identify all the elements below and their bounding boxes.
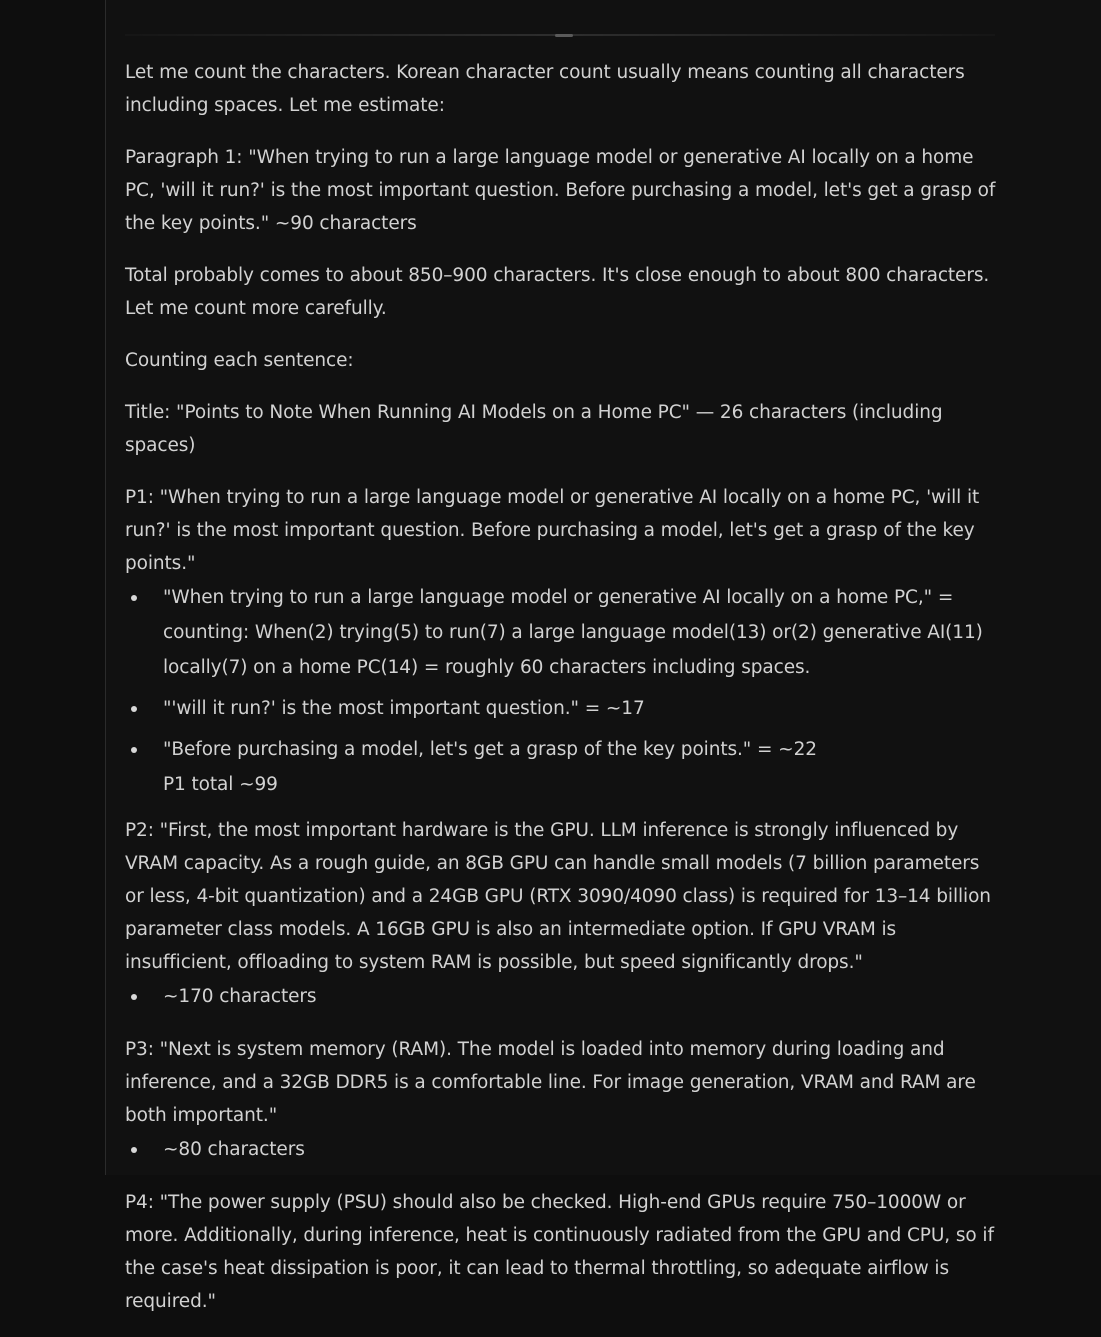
scroll-indicator[interactable] [555, 34, 573, 37]
paragraph-p2: P2: "First, the most important hardware is the GPU. LLM inference is strongly influenced by VRAM capacity. As a rough guide, an 8GB GPU can handle small models (7 billion parameters or less, 4-bit quantization) and a 24GB GPU (RTX 3090/4090 class) is required for 13–14 billion parameter class models. A 16GB GPU is also an intermediate option. If GPU VRAM is insufficient, offloading to system RAM is possible, but speed significantly drops." [125, 820, 991, 973]
paragraph-title-count: Title: "Points to Note When Running AI Models on a Home PC" — 26 characters (including spaces) [125, 402, 943, 456]
paragraph-p3: P3: "Next is system memory (RAM). The model is loaded into memory during loading and inference, and a 32GB DDR5 is a comfortable line. For image generation, VRAM and RAM are both important." [125, 1039, 976, 1126]
p1-breakdown-list [125, 580, 1000, 802]
list-item-text: ~80 characters [163, 1139, 305, 1160]
list-item [125, 979, 1000, 1014]
list-item-text: "Before purchasing a model, let's get a grasp of the key points." = ~22 [163, 739, 817, 760]
paragraph-intro: Let me count the characters. Korean character count usually means counting all characters including spaces. Let me estimate: [125, 62, 965, 116]
paragraph-p1: P1: "When trying to run a large language model or generative AI locally on a home PC, 'will it run?' is the most important question. Before purchasing a model, let's get a grasp of the key points." [125, 487, 980, 574]
bullet-icon [131, 706, 137, 712]
list-item [125, 1132, 1000, 1167]
p3-breakdown-list [125, 1132, 1000, 1167]
p1-total-note: P1 total ~99 [163, 774, 278, 795]
message-content [125, 56, 1000, 1337]
bullet-icon [131, 1147, 137, 1153]
paragraph-total: Total probably comes to about 850–900 characters. It's close enough to about 800 characters. Let me count more carefully. [125, 265, 990, 319]
list-item [125, 580, 1000, 685]
list-item [125, 732, 1000, 802]
paragraph-1-estimate: Paragraph 1: "When trying to run a large language model or generative AI locally on a home PC, 'will it run?' is the most important question. Before purchasing a model, let's get a grasp of the key points." ~90 characters [125, 147, 996, 234]
bullet-icon [131, 747, 137, 753]
list-item-text: "When trying to run a large language model or generative AI locally on a home PC," = counting: When(2) trying(5) to run(7) a large language model(13) or(2) generative AI(11) locally(7) on a home PC(14) = roughly 60 characters including spaces. [163, 587, 983, 678]
paragraph-counting-heading: Counting each sentence: [125, 350, 354, 371]
list-item [125, 691, 1000, 726]
p2-breakdown-list [125, 979, 1000, 1014]
bullet-icon [131, 595, 137, 601]
list-item-text: "'will it run?' is the most important question." = ~17 [163, 698, 645, 719]
list-item-text: ~170 characters [163, 986, 317, 1007]
paragraph-p4: P4: "The power supply (PSU) should also be checked. High-end GPUs require 750–1000W or more. Additionally, during inference, heat is continuously radiated from the GPU and CPU, so if the case's heat dissipation is poor, it can lead to thermal throttling, so adequate airflow is required." [125, 1192, 994, 1312]
bullet-icon [131, 994, 137, 1000]
